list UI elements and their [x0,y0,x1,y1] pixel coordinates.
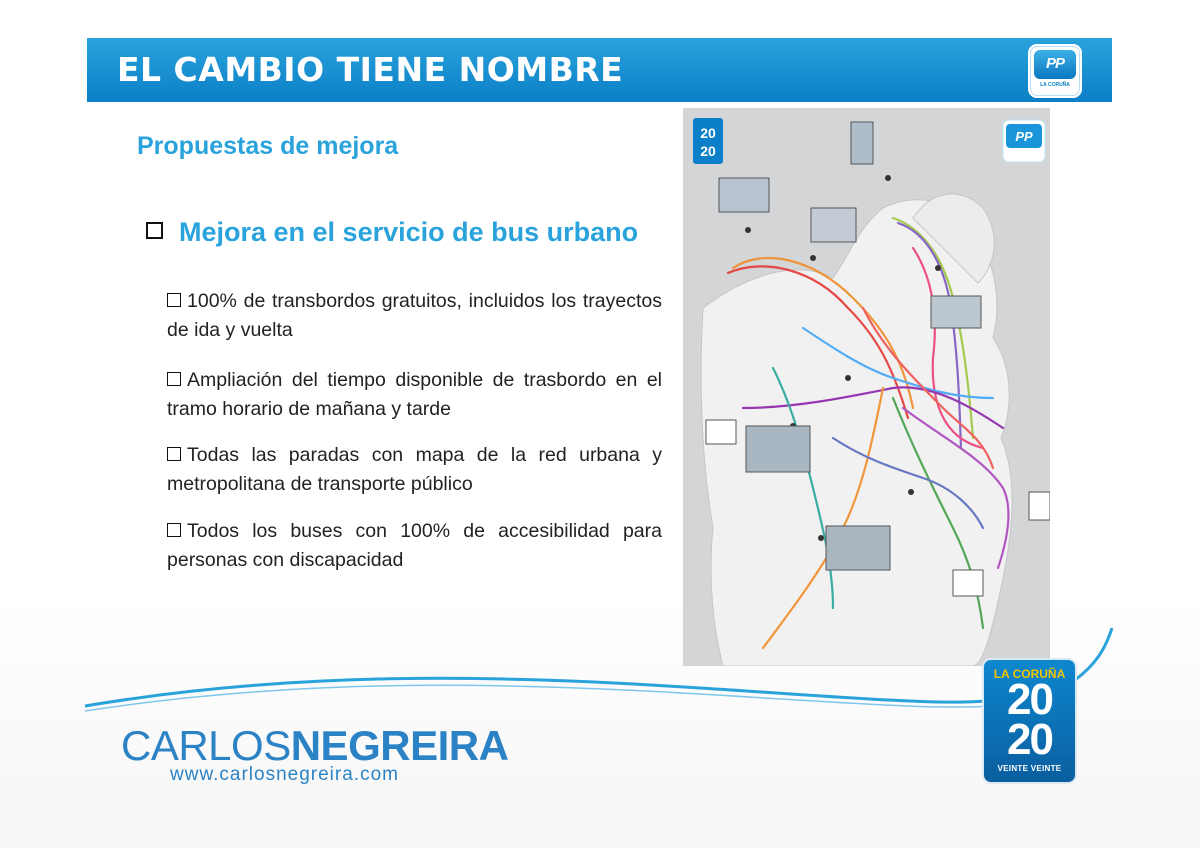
brand-name [121,722,508,770]
map-badge-bottom: 20 [700,143,716,159]
map-pp-logo-letters: PP [1015,129,1033,144]
badge-number-1: 20 [1007,675,1052,724]
bullet-item [167,441,662,499]
checkbox-icon [167,447,181,461]
checkbox-icon [167,372,181,386]
main-bullet [146,217,638,248]
bullet-item-text: Ampliación del tiempo disponible de trasbordo en el tramo horario de mañana y tarde [167,369,662,420]
bullet-item-text: Todos los buses con 100% de accesibilidad para personas con discapacidad [167,520,662,571]
brand-last: NEGREIRA [290,722,509,769]
map-graphic [683,108,1050,666]
brand-url: www.carlosnegreira.com [170,764,399,785]
header-bar [87,38,1112,102]
header-title: EL CAMBIO TIENE NOMBRE [117,50,624,89]
main-bullet-text: Mejora en el servicio de bus urbano [179,217,639,247]
checkbox-icon [146,222,163,239]
checkbox-icon [167,523,181,537]
section-subtitle: Propuestas de mejora [137,132,399,160]
badge-number-2: 20 [1007,715,1052,764]
bullet-item-text: 100% de transbordos gratuitos, incluidos los trayectos de ida y vuelta [167,290,662,341]
bullet-item [167,366,662,424]
bullet-item-text: Todas las paradas con mapa de la red urbana y metropolitana de transporte público [167,444,662,495]
pp-logo-sub: LA CORUÑA [1040,82,1070,88]
badge-bottom: VEINTE VEINTE [997,764,1062,773]
pp-logo-letters: PP [1045,55,1064,72]
bullet-item [167,287,662,345]
coruna-2020-badge [984,660,1075,782]
brand-first: CARLOS [121,722,291,769]
checkbox-icon [167,293,181,307]
bullet-item [167,517,662,575]
pp-logo-icon [1028,44,1082,98]
badge-top: LA CORUÑA [993,667,1066,681]
map-badge-top: 20 [700,125,716,141]
bus-network-map [683,108,1050,666]
